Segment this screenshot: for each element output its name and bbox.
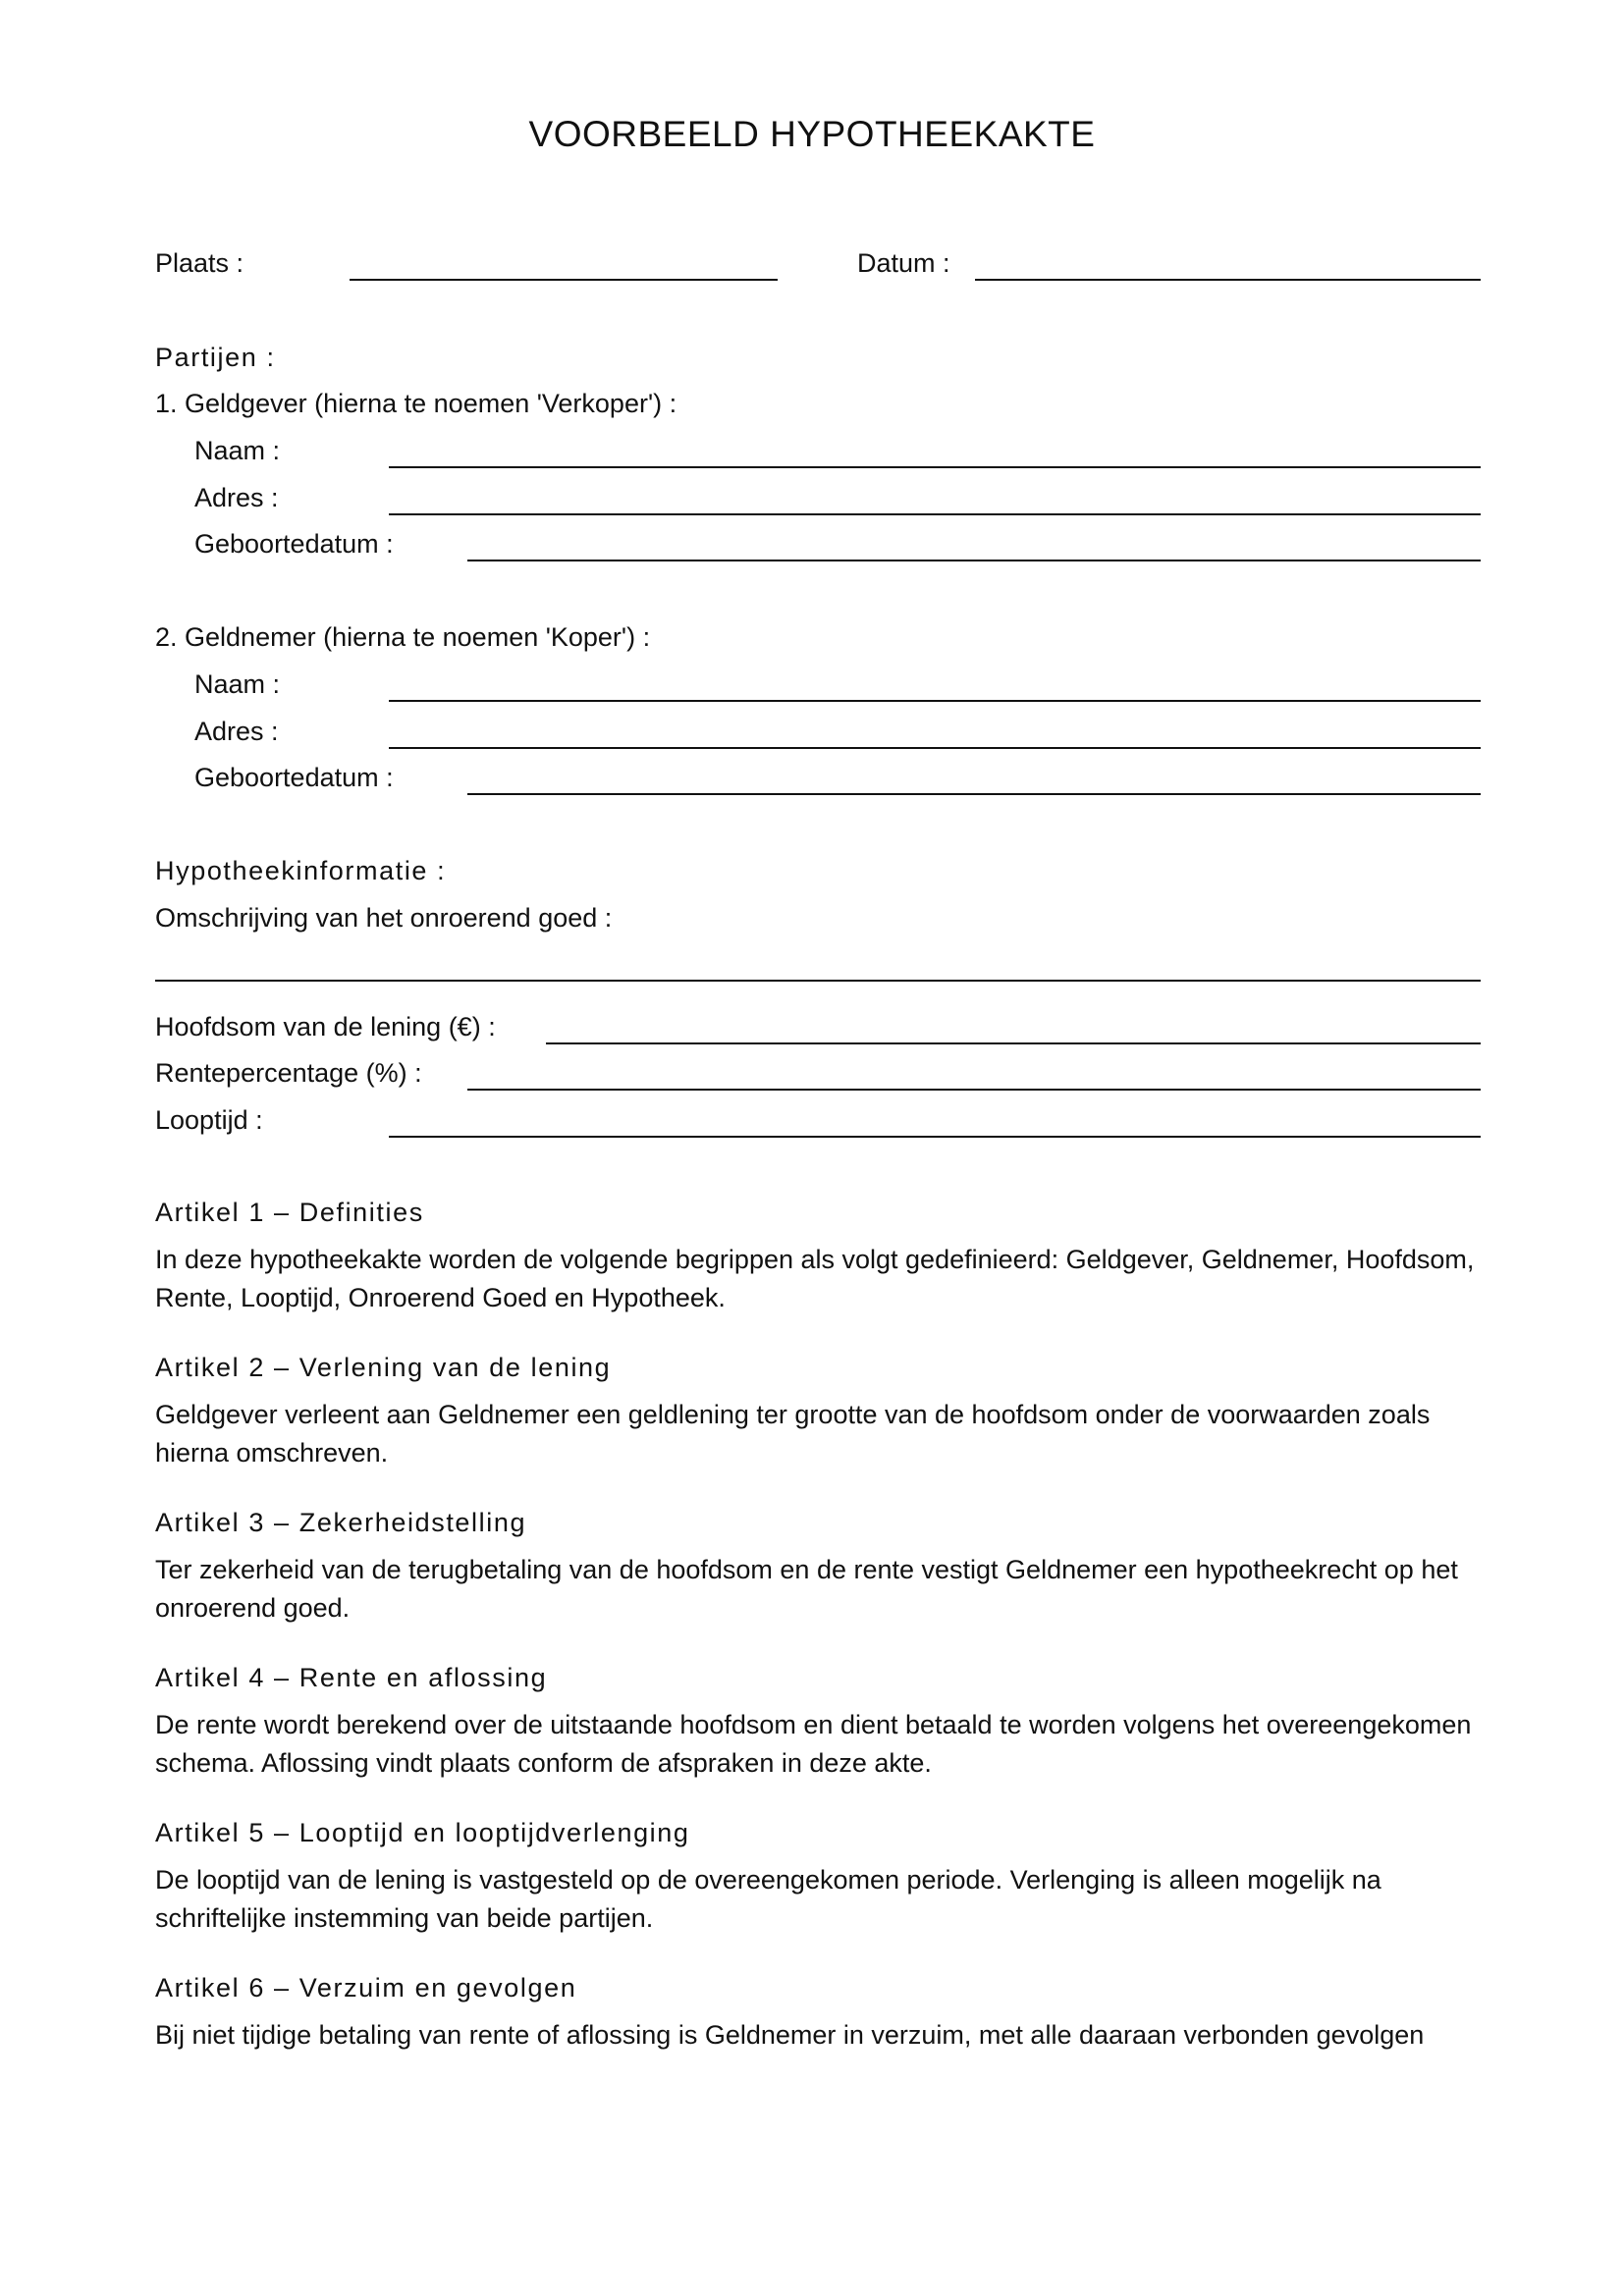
parties-heading: Partijen : — [155, 343, 276, 372]
property-description-line[interactable] — [155, 980, 1481, 982]
article-6-text: Bij niet tijdige betaling van rente of aflossing is Geldnemer in verzuim, met alle daaraan verbonden gevolgen — [155, 2020, 1425, 2050]
borrower-birthdate-label: Geboortedatum : — [194, 763, 394, 792]
article-2-heading: Artikel 2 – Verlening van de lening — [155, 1353, 612, 1382]
borrower-address-line[interactable] — [389, 747, 1481, 749]
place-label: Plaats : — [155, 248, 244, 278]
lender-heading: 1. Geldgever (hierna te noemen 'Verkoper') : — [155, 389, 677, 418]
borrower-name-label: Naam : — [194, 669, 281, 699]
article-1-text: In deze hypotheekakte worden de volgende begrippen als volgt gedefinieerd: Geldgever, Geldnemer, Hoofdsom, Rente, Looptijd, Onroerend Goed en Hypotheek. — [155, 1245, 1475, 1312]
document-title: VOORBEELD HYPOTHEEKAKTE — [528, 114, 1096, 154]
article-3-heading: Artikel 3 – Zekerheidstelling — [155, 1508, 527, 1537]
property-label: Omschrijving van het onroerend goed : — [155, 903, 613, 933]
interest-field-line[interactable] — [467, 1089, 1481, 1091]
principal-label: Hoofdsom van de lening (€) : — [155, 1012, 496, 1041]
term-field-line[interactable] — [389, 1136, 1481, 1138]
borrower-name-line[interactable] — [389, 700, 1481, 702]
place-field-line[interactable] — [350, 279, 778, 281]
lender-name-label: Naam : — [194, 436, 281, 465]
borrower-address-label: Adres : — [194, 717, 279, 746]
lender-birthdate-label: Geboortedatum : — [194, 529, 394, 559]
mortgage-info-heading: Hypotheekinformatie : — [155, 856, 447, 885]
article-5-heading: Artikel 5 – Looptijd en looptijdverlenging — [155, 1818, 690, 1847]
article-2-text: Geldgever verleent aan Geldnemer een geldlening ter grootte van de hoofdsom onder de voorwaarden zoals hierna omschreven. — [155, 1400, 1431, 1468]
borrower-birthdate-line[interactable] — [467, 793, 1481, 795]
article-4-text: De rente wordt berekend over de uitstaande hoofdsom en dient betaald te worden volgens het overeengekomen schema. Aflossing vindt plaats conform de afspraken in deze akte. — [155, 1710, 1472, 1778]
lender-address-line[interactable] — [389, 513, 1481, 515]
lender-address-label: Adres : — [194, 483, 279, 512]
date-label: Datum : — [857, 248, 950, 278]
article-6-heading: Artikel 6 – Verzuim en gevolgen — [155, 1973, 577, 2002]
lender-birthdate-line[interactable] — [467, 560, 1481, 561]
borrower-heading: 2. Geldnemer (hierna te noemen 'Koper') : — [155, 622, 651, 652]
lender-name-line[interactable] — [389, 466, 1481, 468]
article-1-heading: Artikel 1 – Definities — [155, 1198, 424, 1227]
article-3-text: Ter zekerheid van de terugbetaling van de hoofdsom en de rente vestigt Geldnemer een hypotheekrecht op het onroerend goed. — [155, 1555, 1458, 1623]
article-4-heading: Artikel 4 – Rente en aflossing — [155, 1663, 548, 1692]
article-5-text: De looptijd van de lening is vastgesteld op de overeengekomen periode. Verlenging is alleen mogelijk na schriftelijke instemming van beide partijen. — [155, 1865, 1381, 1933]
term-label: Looptijd : — [155, 1105, 263, 1135]
principal-field-line[interactable] — [546, 1042, 1481, 1044]
date-field-line[interactable] — [975, 279, 1481, 281]
interest-label: Rentepercentage (%) : — [155, 1058, 422, 1088]
